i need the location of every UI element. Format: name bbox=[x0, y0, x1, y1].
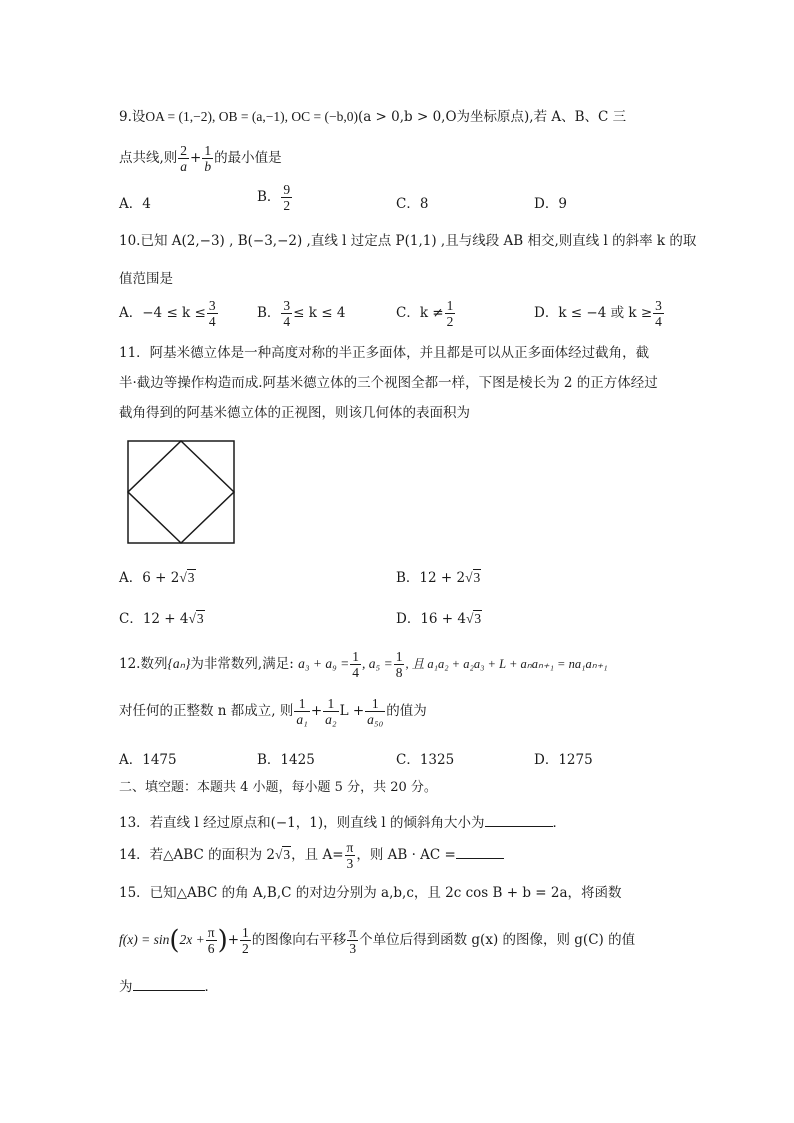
q10-line2: 值范围是 bbox=[119, 271, 173, 287]
q11-option-b: B．12 + 2√3 bbox=[396, 570, 481, 586]
q11-line1: 11．阿基米德立体是一种高度对称的半正多面体，并且都是可以从正多面体经过截角，截 bbox=[119, 345, 650, 361]
vec-ob: , OB = (a,−1) bbox=[212, 109, 285, 124]
vec-oa: OA = (1,−2) bbox=[145, 109, 212, 124]
q11-option-a: A．6 + 2√3 bbox=[119, 570, 195, 586]
q13-line: 13．若直线 l 经过原点和(−1，1)，则直线 l 的倾斜角大小为 ． bbox=[119, 812, 566, 832]
q10-option-d: D．k ≤ −4 或 k ≥ $\frac{3}{4}$ bbox=[534, 298, 662, 329]
q12-option-b: B．1425 bbox=[257, 752, 315, 768]
answer-blank bbox=[485, 812, 553, 827]
q14-line: 14．若△ABC 的面积为 2√3，且 A= $\frac{\pi}{3}$ ，则 AB · AC = bbox=[119, 840, 504, 871]
q12-line1: 12.数列{aₙ}为非常数列,满足: a₃ + a₉ = $\frac{1}{4}$ , a₅ = $\frac{1}{8}$ , 且 a₁a₂ + a₂a₃ + L + aₙaₙ₊₁ = na₁aₙ₊₁ bbox=[119, 649, 608, 680]
answer-blank bbox=[133, 976, 205, 991]
q12-option-a: A．1475 bbox=[119, 752, 177, 768]
q12-line2: 对任何的正整数 n 都成立, 则 $\frac{1}{\text{a₁}}$ + $\frac{1}{\text{a₂}}$ L + $\frac{1}{\text{a₅₀}}$ 的值为 bbox=[119, 696, 427, 727]
q9-line1: 9.设OA = (1,−2), OB = (a,−1), OC = (−b,0)(a > 0,b > 0,O为坐标原点),若 A、B、C 三 bbox=[119, 109, 627, 125]
q9-option-a: A．4 bbox=[119, 196, 151, 212]
q11-option-d: D．16 + 4√3 bbox=[396, 611, 482, 627]
q10-option-c: C．k ≠ $\frac{1}{2}$ bbox=[396, 298, 454, 329]
q9-option-b: B． $\frac{9}{2}$ bbox=[257, 182, 291, 213]
q11-line2: 半·截边等操作构造而成.阿基米德立体的三个视图全都一样，下图是棱长为 2 的正方体经过 bbox=[119, 375, 658, 391]
q12-option-d: D．1275 bbox=[534, 752, 593, 768]
q9-option-c: C．8 bbox=[396, 196, 429, 212]
answer-blank bbox=[456, 844, 504, 859]
q10-option-a: A．−4 ≤ k ≤ $\frac{3}{4}$ bbox=[119, 298, 216, 329]
frac-1-over-b: $\frac{1}{b}$ bbox=[204, 143, 212, 174]
section-heading: 二、填空题：本题共 4 小题，每小题 5 分，共 20 分。 bbox=[119, 780, 437, 795]
q15-line3: 为 ． bbox=[119, 976, 218, 996]
q9-condition: (a > 0,b > 0,O为坐标原点),若 A、B、C 三 bbox=[357, 109, 627, 125]
q9-line2: 点共线,则 $\frac{2}{a}$ + $\frac{1}{b}$ 的最小值是 bbox=[119, 143, 282, 174]
q15-line2: f(x) = sin(2x + $\frac{\pi}{6}$ )+ $\frac{1}{2}$ 的图像向右平移 $\frac{\pi}{3}$ 个单位后得到函数 g(x) 的图像，则 g(C) 的值 bbox=[119, 925, 636, 956]
inner-diamond bbox=[128, 441, 234, 543]
q15-line1: 15．已知△ABC 的角 A,B,C 的对边分别为 a,b,c，且 2c cos B + b = 2a，将函数 bbox=[119, 885, 622, 901]
q12-option-c: C．1325 bbox=[396, 752, 455, 768]
front-view-figure bbox=[127, 440, 237, 546]
q11-option-c: C．12 + 4√3 bbox=[119, 611, 204, 627]
q9-option-d: D．9 bbox=[534, 196, 567, 212]
q10-option-b: B． $\frac{3}{4}$ ≤ k ≤ 4 bbox=[257, 298, 346, 329]
q10-line1: 10.已知 A(2,−3) , B(−3,−2) ,直线 l 过定点 P(1,1) ,且与线段 AB 相交,则直线 l 的斜率 k 的取 bbox=[119, 233, 697, 249]
vec-oc: , OC = (−b,0) bbox=[284, 109, 358, 124]
frac-2-over-a: $\frac{2}{a}$ bbox=[180, 143, 188, 174]
outer-square bbox=[128, 441, 234, 543]
q11-line3: 截角得到的阿基米德立体的正视图，则该几何体的表面积为 bbox=[119, 405, 470, 421]
